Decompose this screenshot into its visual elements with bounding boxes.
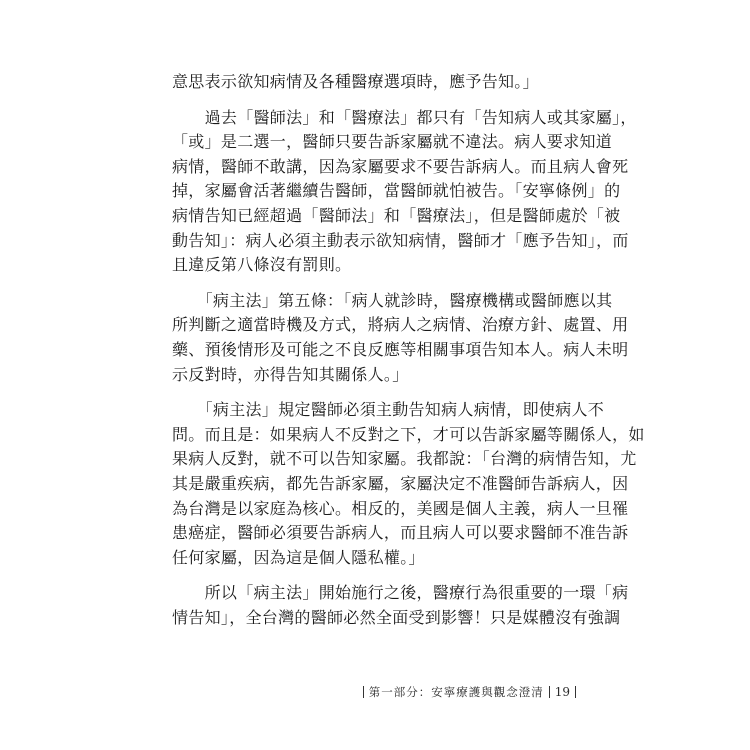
text-line: 示反對時，亦得告知其關係人。」 (172, 364, 409, 384)
paragraph-gap (172, 278, 584, 289)
text-line: 「病主法」第五條：「病人就診時，醫療機構或醫師應以其 (172, 290, 613, 310)
page-footer (363, 684, 576, 700)
footer-divider-end (575, 686, 576, 698)
text-line: 且違反第八條沒有罰則。 (172, 255, 352, 275)
paragraph (172, 70, 584, 95)
text-line: 問。而且是：如果病人不反對之下，才可以告訴家屬等關係人，如 (172, 424, 645, 444)
paragraph (172, 581, 629, 630)
paragraph-gap (172, 95, 584, 106)
text-line: 所判斷之適當時機及方式，將病人之病情、治療方針、處置、用 (172, 315, 629, 335)
text-line: 患癌症，醫師必須要告訴病人，而且病人可以要求醫師不准告訴 (172, 523, 629, 543)
body-text (172, 70, 645, 630)
footer-divider-left (363, 686, 364, 698)
text-line: 掉，家屬會活著繼續告醫師，當醫師就怕被告。「安寧條例」的 (172, 181, 621, 201)
text-line: 為台灣是以家庭為核心。相反的，美國是個人主義，病人一旦罹 (172, 498, 629, 518)
text-line: 動告知」：病人必須主動表示欲知病情，醫師才「應予告知」，而 (172, 230, 629, 250)
text-line: 果病人反對，就不可以告知家屬。我都說：「台灣的病情告知，尤 (172, 449, 637, 469)
text-line: 意思表示欲知病情及各種醫療選項時，應予告知。」 (172, 72, 539, 91)
page-number: 19 (554, 685, 570, 699)
text-line: 藥、預後情形及可能之不良反應等相關事項告知本人。病人未明 (172, 339, 629, 359)
paragraph (172, 289, 629, 387)
text-line: 過去「醫師法」和「醫療法」都只有「告知病人或其家屬」， (172, 107, 637, 127)
text-line: 情告知」，全台灣的醫師必然全面受到影響！只是媒體沒有強調 (172, 607, 621, 627)
footer-divider-right (549, 686, 550, 698)
text-line: 任何家屬，因為這是個人隱私權。」 (172, 547, 425, 567)
paragraph-gap (172, 570, 584, 581)
paragraph (172, 398, 645, 570)
paragraph-gap (172, 387, 584, 398)
text-line: 病情，醫師不敢講，因為家屬要求不要告訴病人。而且病人會死 (172, 156, 629, 176)
paragraph (172, 106, 637, 278)
text-line: 「或」是二選一，醫師只要告訴家屬就不違法。病人要求知道 (172, 132, 613, 152)
text-line: 病情告知已經超過「醫師法」和「醫療法」，但是醫師處於「被 (172, 205, 621, 225)
text-line: 「病主法」規定醫師必須主動告知病人病情，即使病人不 (172, 400, 605, 420)
text-line: 所以「病主法」開始施行之後，醫療行為很重要的一環「病 (172, 583, 629, 603)
text-line: 其是嚴重疾病，都先告訴家屬，家屬決定不准醫師告訴病人，因 (172, 473, 629, 493)
footer-section-title: 第一部分：安寧療護與觀念澄清 (368, 685, 544, 699)
